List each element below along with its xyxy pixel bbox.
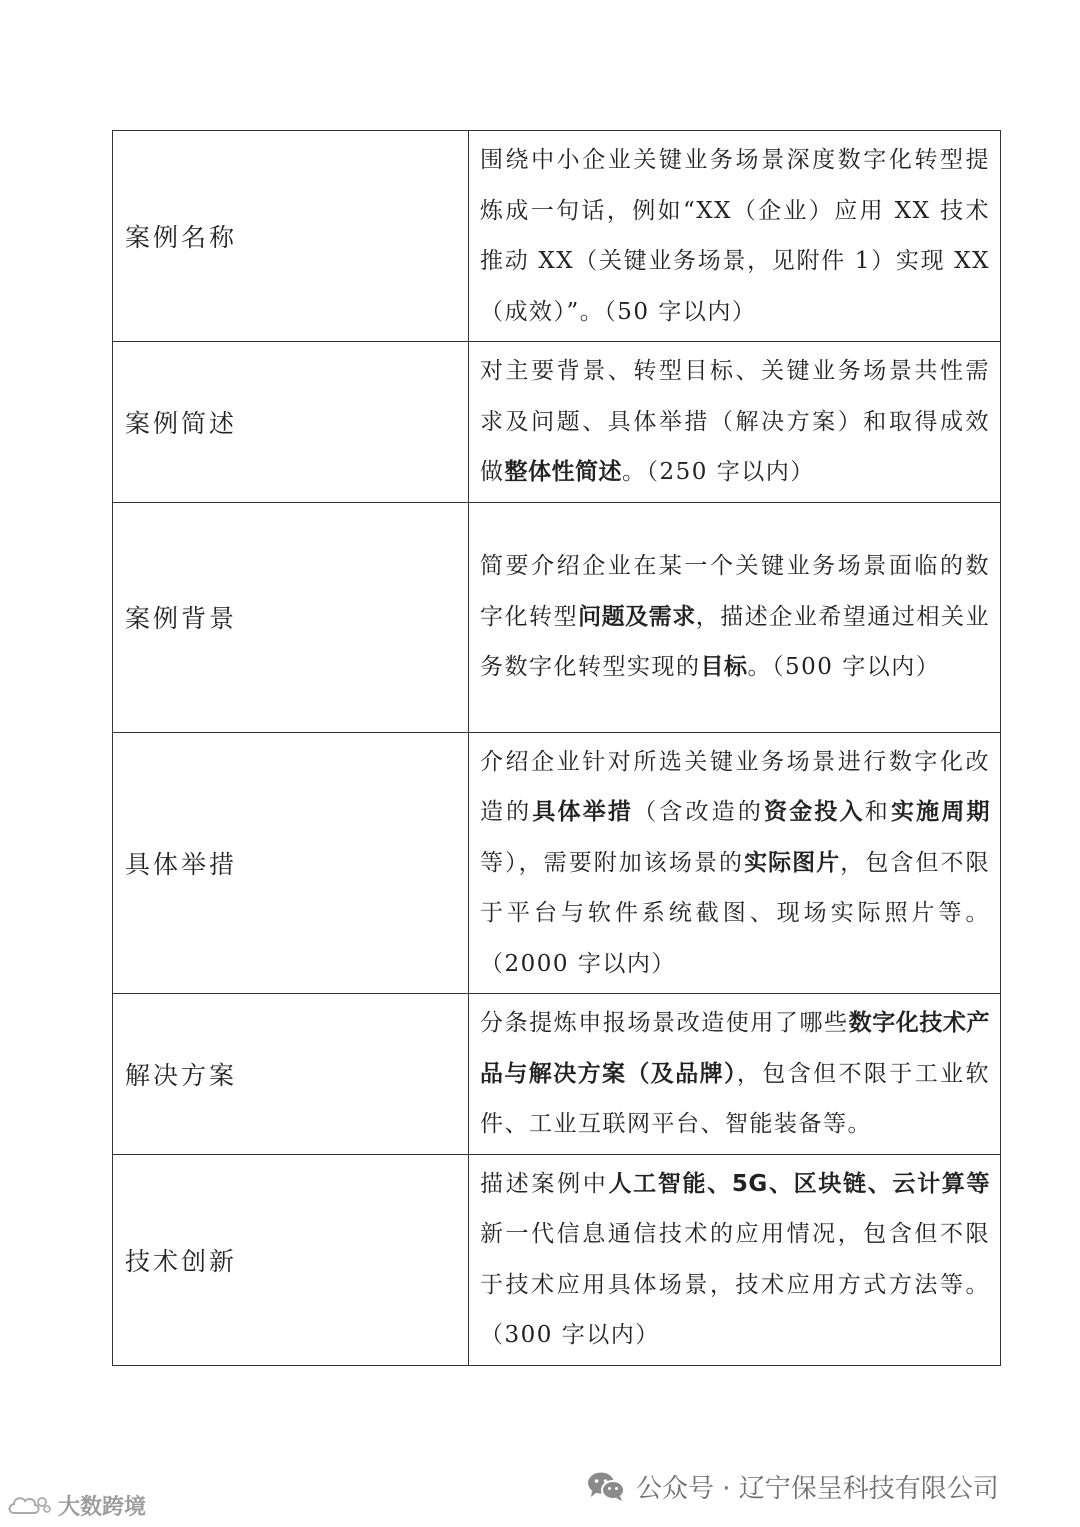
description-text: 和 <box>864 799 891 825</box>
description-text: ，描述企业希望通过相关业务数字化转型实现的 <box>480 603 991 681</box>
emphasis-text: 实施周期 <box>890 799 991 825</box>
description-text: 。（250 字以内） <box>622 459 815 485</box>
description-text: 新一代信息通信技术的应用情况，包含但不限于技术应用具体场景，技术应用方式方法等。（300 字以内） <box>480 1221 990 1348</box>
row-description <box>469 732 1001 994</box>
description-text: 简要介绍企业在某一个关键业务场景面临的数字化转型 <box>480 553 990 630</box>
description-text: 分条提炼申报场景改造使用了哪些 <box>480 1010 849 1036</box>
row-label: 解决方案 <box>113 994 469 1155</box>
description-text: 。（500 字以内） <box>747 654 941 681</box>
wechat-icon <box>586 1470 626 1502</box>
row-description <box>469 502 1001 732</box>
table-row <box>113 1154 1001 1365</box>
row-description <box>469 994 1001 1155</box>
table-row <box>113 131 1001 342</box>
description-text: 对主要背景、转型目标、关键业务场景共性需求及问题、具体举措（解决方案）和取得成效做 <box>480 358 990 485</box>
table-row <box>113 732 1001 994</box>
wechat-watermark <box>586 1464 999 1508</box>
corner-logo <box>6 1490 146 1521</box>
emphasis-text: 问题及需求 <box>578 603 696 630</box>
emphasis-text: 人工智能、5G、区块链、云计算等 <box>608 1170 990 1197</box>
emphasis-text: 资金投入 <box>764 799 865 825</box>
row-description <box>469 1154 1001 1365</box>
description-text: （含改造的 <box>633 799 765 825</box>
table-body <box>113 131 1001 1366</box>
emphasis-text: 整体性简述 <box>504 459 622 485</box>
emphasis-text: 具体举措 <box>532 799 634 825</box>
table-row <box>113 994 1001 1155</box>
corner-logo-text: 大数跨境 <box>58 1495 147 1520</box>
emphasis-text: 实际图片 <box>744 849 841 876</box>
description-text: ，包含但不限于工业软件、工业互联网平台、智能装备等。 <box>480 1060 991 1137</box>
row-label: 案例背景 <box>113 502 469 732</box>
row-label: 技术创新 <box>113 1154 469 1365</box>
table-row <box>113 502 1001 732</box>
row-label: 案例简述 <box>113 342 469 503</box>
description-text: ，包含但不限于平台与软件系统截图、现场实际照片等。（2000 字以内） <box>480 849 991 977</box>
description-text: 介绍企业针对所选关键业务场景进行数字化改造的 <box>480 748 990 825</box>
row-description <box>469 131 1001 342</box>
cloud-logo-icon <box>6 1493 52 1519</box>
description-text: 围绕中小企业关键业务场景深度数字化转型提炼成一句话，例如“XX（企业）应用 XX 技术推动 XX（关键业务场景，见附件 1）实现 XX（成效）”。（50 字以内） <box>480 147 990 325</box>
requirements-table <box>112 130 1001 1366</box>
row-label: 案例名称 <box>113 131 469 342</box>
description-text: 等），需要附加该场景的 <box>480 849 745 876</box>
table-row <box>113 342 1001 503</box>
emphasis-text: 数字化技术产品与解决方案（及品牌） <box>480 1010 991 1087</box>
watermark-text: 公众号 · 辽宁保呈科技有限公司 <box>636 1473 999 1504</box>
description-text: 描述案例中 <box>480 1170 609 1197</box>
emphasis-text: 目标 <box>700 654 748 681</box>
row-description <box>469 342 1001 503</box>
row-label: 具体举措 <box>113 732 469 994</box>
